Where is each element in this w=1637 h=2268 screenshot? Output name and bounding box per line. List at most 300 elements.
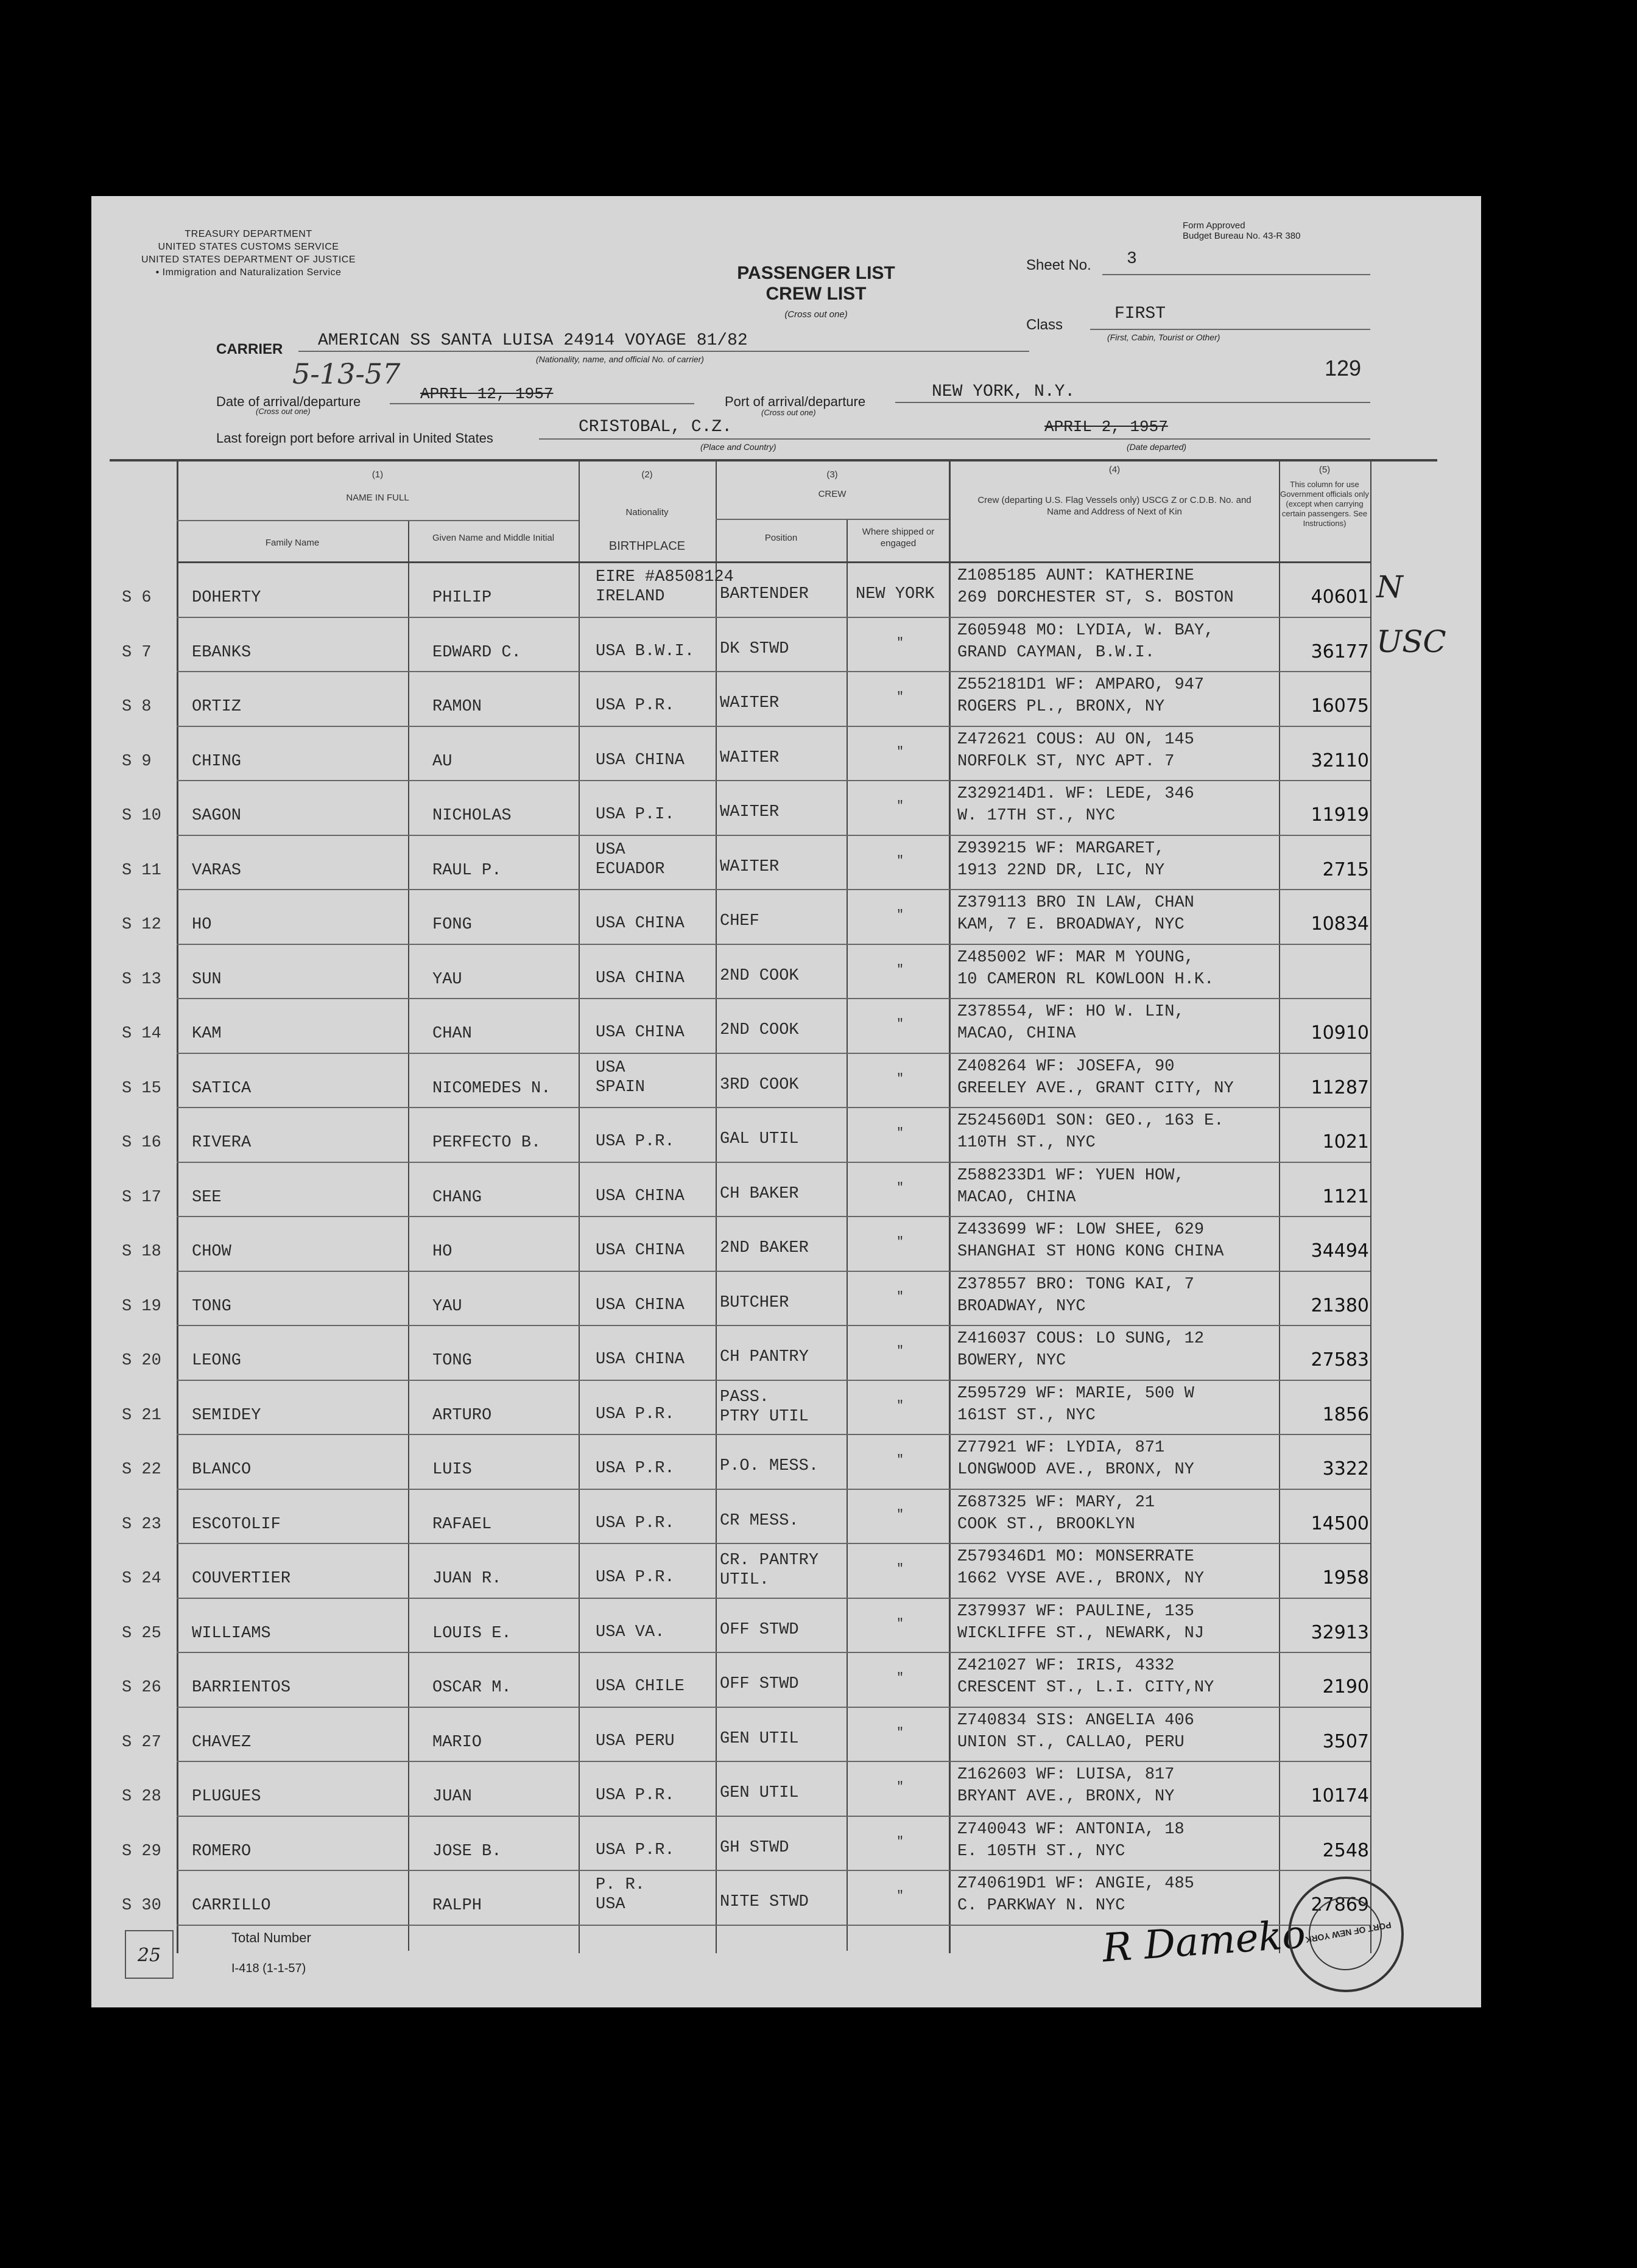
table-row: [91, 1708, 1481, 1763]
where-shipped: ": [896, 1780, 904, 1794]
crew-id-next-of-kin: Z939215 WF: MARGARET,: [957, 839, 1165, 858]
table-row: [91, 618, 1481, 673]
nationality: USA VA.: [596, 1623, 665, 1641]
agency-line-1: TREASURY DEPARTMENT: [185, 229, 312, 239]
given-name: RAFAEL: [432, 1515, 492, 1534]
kin-address: LONGWOOD AVE., BRONX, NY: [957, 1461, 1194, 1479]
nationality: USA P.R.: [596, 1568, 675, 1587]
kin-address: BROADWAY, NYC: [957, 1297, 1086, 1316]
family-name: WILLIAMS: [192, 1624, 271, 1643]
position: WAITER: [720, 694, 780, 712]
table-row: [91, 890, 1481, 945]
given-name: FONG: [432, 916, 472, 934]
table-row: [91, 1217, 1481, 1272]
position: 3RD COOK: [720, 1075, 799, 1094]
position: BUTCHER: [720, 1293, 789, 1312]
kin-address: C. PARKWAY N. NYC: [957, 1897, 1125, 1915]
where-shipped: ": [896, 1344, 904, 1358]
given-name: LUIS: [432, 1461, 472, 1479]
kin-address: 110TH ST., NYC: [957, 1134, 1096, 1152]
given-name: CHAN: [432, 1025, 472, 1043]
total-number-label: Total Number: [231, 1930, 311, 1945]
sheet-no-label: Sheet No.: [1026, 257, 1091, 273]
title-passenger-list: PASSENGER LIST: [737, 263, 895, 283]
table-row: [91, 1653, 1481, 1708]
form-approved-label: Form Approved: [1183, 220, 1245, 231]
family-name: CHAVEZ: [192, 1733, 252, 1752]
position: CH BAKER: [720, 1184, 799, 1203]
gov-number: 11287: [1311, 1076, 1369, 1098]
nationality: USA P.R.: [596, 1841, 675, 1859]
line-number: S 19: [122, 1297, 161, 1316]
where-shipped: ": [896, 799, 904, 813]
col2-number: (2): [641, 469, 653, 480]
carrier-value: AMERICAN SS SANTA LUISA 24914 VOYAGE 81/82: [318, 331, 748, 350]
gov-number: 11919: [1311, 804, 1369, 826]
nationality: USA P.R.: [596, 697, 675, 715]
nationality: USA P.R.: [596, 1405, 675, 1424]
family-name: VARAS: [192, 861, 242, 880]
class-value: FIRST: [1114, 304, 1166, 323]
position: CH PANTRY: [720, 1348, 809, 1366]
where-shipped: ": [896, 1617, 904, 1631]
nationality: P. R.: [596, 1876, 646, 1894]
crew-list-form: [91, 196, 1481, 2007]
officer-signature: R Dameko: [1100, 1912, 1308, 1971]
family-name: PLUGUES: [192, 1788, 261, 1806]
kin-address: NORFOLK ST, NYC APT. 7: [957, 752, 1175, 771]
nationality: USA CHINA: [596, 1023, 685, 1042]
nationality: USA B.W.I.: [596, 642, 695, 661]
agency-line-3: UNITED STATES DEPARTMENT OF JUSTICE: [141, 255, 356, 265]
line-number: S 7: [122, 643, 152, 662]
position: GH STWD: [720, 1838, 789, 1857]
family-name: ESCOTOLIF: [192, 1515, 281, 1534]
col1-number: (1): [371, 469, 384, 480]
where-shipped: ": [896, 1726, 904, 1740]
gov-number: 10174: [1311, 1785, 1369, 1806]
position-line-2: UTIL.: [720, 1571, 770, 1589]
port-stamp: [1288, 1877, 1404, 1992]
gov-number: 27583: [1311, 1349, 1369, 1371]
crew-id-next-of-kin: Z524560D1 SON: GEO., 163 E.: [957, 1112, 1224, 1130]
last-port-note: (Place and Country): [700, 442, 776, 452]
where-shipped: ": [896, 1290, 904, 1304]
family-name: ORTIZ: [192, 698, 242, 716]
crew-id-next-of-kin: Z552181D1 WF: AMPARO, 947: [957, 676, 1205, 694]
table-row: [91, 1817, 1481, 1872]
table-row: [91, 1490, 1481, 1545]
where-shipped: ": [896, 745, 904, 759]
date-note: (Cross out one): [256, 407, 311, 416]
crew-id-next-of-kin: Z579346D1 MO: MONSERRATE: [957, 1548, 1194, 1566]
family-name: BARRIENTOS: [192, 1679, 291, 1697]
where-shipped: ": [896, 1399, 904, 1413]
margin-mark: USC: [1376, 623, 1446, 659]
position: 2ND COOK: [720, 966, 799, 985]
col3a-title: Position: [764, 533, 798, 543]
col2-title: Nationality: [625, 507, 669, 518]
where-shipped: ": [896, 1508, 904, 1522]
port-value: NEW YORK, N.Y.: [932, 382, 1075, 401]
position: NITE STWD: [720, 1893, 809, 1911]
table-row: [91, 1599, 1481, 1654]
col4-number: (4): [1108, 465, 1121, 475]
family-name: ROMERO: [192, 1842, 252, 1861]
nationality: USA P.R.: [596, 1132, 675, 1151]
family-name: CARRILLO: [192, 1897, 271, 1915]
date-label: Date of arrival/departure: [216, 394, 361, 409]
where-shipped: ": [896, 854, 904, 868]
kin-address: MACAO, CHINA: [957, 1025, 1076, 1043]
given-name: OSCAR M.: [432, 1679, 512, 1697]
family-name: EBANKS: [192, 643, 252, 662]
agency-header: [121, 228, 376, 279]
given-name: YAU: [432, 1297, 462, 1316]
title-cross-out: (Cross out one): [784, 309, 848, 320]
gov-number: 32913: [1311, 1621, 1369, 1643]
gov-number: 2715: [1322, 858, 1369, 880]
line-number: S 20: [122, 1352, 161, 1370]
col3b-title: Where shipped or engaged: [862, 527, 935, 549]
table-row: [91, 672, 1481, 727]
family-name: CHING: [192, 752, 242, 771]
position: PASS.: [720, 1388, 770, 1406]
class-label: Class: [1026, 317, 1063, 333]
family-name: LEONG: [192, 1352, 242, 1370]
last-port-label: Last foreign port before arrival in United States: [216, 430, 493, 446]
crew-id-next-of-kin: Z329214D1. WF: LEDE, 346: [957, 785, 1194, 803]
given-name: JUAN R.: [432, 1570, 502, 1588]
family-name: SUN: [192, 970, 222, 989]
nationality: USA CHILE: [596, 1677, 685, 1696]
given-name: YAU: [432, 970, 462, 989]
gov-number: 1021: [1322, 1131, 1369, 1153]
kin-address: W. 17TH ST., NYC: [957, 807, 1116, 825]
crew-id-next-of-kin: Z421027 WF: IRIS, 4332: [957, 1657, 1175, 1675]
where-shipped: ": [896, 1562, 904, 1576]
family-name: RIVERA: [192, 1134, 252, 1152]
crew-id-next-of-kin: Z740834 SIS: ANGELIA 406: [957, 1711, 1194, 1730]
table-row: [91, 1272, 1481, 1327]
nationality: USA CHINA: [596, 1350, 685, 1369]
col1a-title: Family Name: [265, 538, 320, 548]
birthplace: USA: [596, 1895, 625, 1914]
gov-number: 14500: [1311, 1512, 1369, 1534]
where-shipped: ": [896, 908, 904, 922]
given-name: AU: [432, 752, 452, 771]
port-stamp-text: PORT OF NEW YORK: [1304, 1920, 1392, 1945]
line-number: S 27: [122, 1733, 161, 1752]
kin-address: 269 DORCHESTER ST, S. BOSTON: [957, 589, 1234, 607]
nationality: USA CHINA: [596, 1187, 685, 1206]
given-name: ARTURO: [432, 1406, 492, 1425]
gov-number: 3322: [1322, 1458, 1369, 1480]
date-departed-value: APRIL 2, 1957: [1044, 418, 1168, 436]
gov-number: 32110: [1311, 750, 1369, 771]
kin-address: BOWERY, NYC: [957, 1352, 1066, 1370]
position: WAITER: [720, 803, 780, 821]
kin-address: 10 CAMERON RL KOWLOON H.K.: [957, 970, 1214, 989]
line-number: S 26: [122, 1679, 161, 1697]
family-name: BLANCO: [192, 1461, 252, 1479]
where-shipped: ": [896, 1671, 904, 1685]
where-shipped: ": [896, 1834, 904, 1849]
form-title: [664, 263, 968, 325]
given-name: NICOMEDES N.: [432, 1079, 551, 1098]
birthplace: SPAIN: [596, 1078, 646, 1097]
given-name: TONG: [432, 1352, 472, 1370]
col5-number: (5): [1318, 465, 1331, 475]
nationality: USA: [596, 840, 625, 859]
date-value: APRIL 12, 1957: [420, 385, 554, 403]
position: CR MESS.: [720, 1511, 799, 1530]
where-shipped: ": [896, 1181, 904, 1195]
given-name: RAMON: [432, 698, 482, 716]
crew-id-next-of-kin: Z485002 WF: MAR M YOUNG,: [957, 948, 1194, 967]
gov-number: 16075: [1311, 695, 1369, 717]
gov-number: 3507: [1322, 1730, 1369, 1752]
where-shipped: ": [896, 1017, 904, 1031]
date-departed-note: (Date departed): [1127, 442, 1187, 452]
crew-id-next-of-kin: Z740043 WF: ANTONIA, 18: [957, 1820, 1185, 1839]
given-name: HO: [432, 1243, 452, 1261]
where-shipped: ": [896, 636, 904, 650]
kin-address: 161ST ST., NYC: [957, 1406, 1096, 1425]
family-name: TONG: [192, 1297, 231, 1316]
line-number: S 8: [122, 698, 152, 716]
kin-address: BRYANT AVE., BRONX, NY: [957, 1788, 1175, 1806]
family-name: COUVERTIER: [192, 1570, 291, 1588]
line-number: S 18: [122, 1243, 161, 1261]
page-number: 129: [1325, 356, 1362, 381]
table-row: [91, 1054, 1481, 1109]
agency-line-4: • Immigration and Naturalization Service: [155, 267, 342, 278]
line-number: S 10: [122, 807, 161, 825]
given-name: MARIO: [432, 1733, 482, 1752]
col1b-title: Given Name and Middle Initial: [432, 533, 555, 543]
line-number: S 14: [122, 1025, 161, 1043]
kin-address: SHANGHAI ST HONG KONG CHINA: [957, 1243, 1224, 1261]
agency-line-2: UNITED STATES CUSTOMS SERVICE: [158, 242, 339, 252]
crew-id-next-of-kin: Z433699 WF: LOW SHEE, 629: [957, 1221, 1205, 1239]
table-row: [91, 1381, 1481, 1436]
birthplace: ECUADOR: [596, 860, 665, 879]
nationality: USA P.R.: [596, 1786, 675, 1805]
table-row: [91, 945, 1481, 1000]
given-name: RAUL P.: [432, 861, 502, 880]
col4-title: Crew (departing U.S. Flag Vessels only) USCG Z or C.D.B. No. and Name and Address of Next of Kin: [977, 495, 1252, 517]
position: CR. PANTRY: [720, 1551, 819, 1570]
line-number: S 15: [122, 1079, 161, 1098]
family-name: SAGON: [192, 807, 242, 825]
nationality: USA PERU: [596, 1732, 675, 1750]
position: 2ND COOK: [720, 1021, 799, 1039]
position: GAL UTIL: [720, 1130, 799, 1148]
family-name: SEE: [192, 1188, 222, 1207]
form-approved: [1183, 220, 1300, 241]
position-line-2: PTRY UTIL: [720, 1407, 809, 1426]
where-shipped: NEW YORK: [856, 585, 935, 603]
nationality: USA P.R.: [596, 1459, 675, 1478]
crew-id-next-of-kin: Z379937 WF: PAULINE, 135: [957, 1602, 1194, 1621]
line-number: S 28: [122, 1788, 161, 1806]
sheet-no-value: 3: [1127, 250, 1137, 269]
where-shipped: ": [896, 1889, 904, 1903]
table-row: [91, 1108, 1481, 1163]
given-name: PERFECTO B.: [432, 1134, 541, 1152]
where-shipped: ": [896, 1235, 904, 1249]
last-port-value: CRISTOBAL, C.Z.: [579, 418, 733, 437]
gov-number: 40601: [1311, 586, 1369, 608]
table-row: [91, 563, 1481, 618]
line-number: S 16: [122, 1134, 161, 1152]
nationality: USA CHINA: [596, 915, 685, 933]
crew-id-next-of-kin: Z588233D1 WF: YUEN HOW,: [957, 1166, 1185, 1185]
table-row: [91, 836, 1481, 891]
line-number: S 11: [122, 861, 161, 880]
gov-number: 10910: [1311, 1022, 1369, 1044]
family-name: SATICA: [192, 1079, 252, 1098]
kin-address: COOK ST., BROOKLYN: [957, 1515, 1135, 1534]
gov-number: 1856: [1322, 1403, 1369, 1425]
given-name: LOUIS E.: [432, 1624, 512, 1643]
table-row: [91, 781, 1481, 836]
nationality: USA P.R.: [596, 1514, 675, 1532]
nationality: USA CHINA: [596, 1296, 685, 1315]
budget-bureau-no: Budget Bureau No. 43-R 380: [1183, 231, 1301, 241]
form-number: I-418 (1-1-57): [231, 1962, 306, 1975]
date-handwritten: 5-13-57: [292, 357, 401, 390]
kin-address: GREELEY AVE., GRANT CITY, NY: [957, 1079, 1234, 1098]
position: P.O. MESS.: [720, 1457, 819, 1475]
col3-number: (3): [826, 469, 838, 480]
gov-number: 10834: [1311, 913, 1369, 935]
position: OFF STWD: [720, 1620, 799, 1639]
given-name: CHANG: [432, 1188, 482, 1207]
given-name: PHILIP: [432, 589, 492, 607]
class-note: (First, Cabin, Tourist or Other): [1107, 332, 1220, 342]
line-number: S 12: [122, 916, 161, 934]
col2-sub: BIRTHPLACE: [608, 539, 686, 553]
line-number: S 13: [122, 970, 161, 989]
family-name: HO: [192, 916, 212, 934]
position: 2ND BAKER: [720, 1239, 809, 1257]
col1-title: NAME IN FULL: [346, 493, 409, 503]
position: GEN UTIL: [720, 1784, 799, 1802]
gov-number: 21380: [1311, 1294, 1369, 1316]
crew-id-next-of-kin: Z378557 BRO: TONG KAI, 7: [957, 1275, 1194, 1294]
nationality: USA CHINA: [596, 1241, 685, 1260]
table-row: [91, 727, 1481, 782]
position: WAITER: [720, 748, 780, 767]
given-name: EDWARD C.: [432, 643, 521, 662]
gov-number: 2190: [1322, 1676, 1369, 1697]
table-row: [91, 1435, 1481, 1490]
table-row: [91, 1762, 1481, 1817]
carrier-label: CARRIER: [216, 341, 283, 357]
line-number: S 9: [122, 752, 152, 771]
total-number-box: [125, 1930, 174, 1979]
kin-address: GRAND CAYMAN, B.W.I.: [957, 643, 1155, 662]
kin-address: WICKLIFFE ST., NEWARK, NJ: [957, 1624, 1205, 1643]
kin-address: CRESCENT ST., L.I. CITY,NY: [957, 1679, 1214, 1697]
line-number: S 17: [122, 1188, 161, 1207]
where-shipped: ": [896, 963, 904, 977]
port-note: (Cross out one): [761, 408, 816, 417]
given-name: JUAN: [432, 1788, 472, 1806]
position: GEN UTIL: [720, 1729, 799, 1748]
carrier-note: (Nationality, name, and official No. of carrier): [536, 354, 704, 364]
nationality: USA: [596, 1058, 625, 1077]
crew-id-next-of-kin: Z162603 WF: LUISA, 817: [957, 1766, 1175, 1784]
kin-address: E. 105TH ST., NYC: [957, 1842, 1125, 1861]
birthplace: IRELAND: [596, 588, 665, 606]
col5-title: This column for use Government officials only (except when carrying certain passengers. See Instructions): [1280, 480, 1369, 528]
kin-address: ROGERS PL., BRONX, NY: [957, 698, 1165, 716]
crew-id-next-of-kin: Z408264 WF: JOSEFA, 90: [957, 1057, 1175, 1076]
line-number: S 24: [122, 1570, 161, 1588]
title-crew-list: CREW LIST: [766, 284, 867, 304]
line-number: S 6: [122, 589, 152, 607]
crew-id-next-of-kin: Z77921 WF: LYDIA, 871: [957, 1439, 1165, 1457]
table-row: [91, 1163, 1481, 1218]
family-name: CHOW: [192, 1243, 231, 1261]
family-name: DOHERTY: [192, 589, 261, 607]
position: CHEF: [720, 912, 759, 930]
line-number: S 30: [122, 1897, 161, 1915]
line-number: S 22: [122, 1461, 161, 1479]
crew-id-next-of-kin: Z687325 WF: MARY, 21: [957, 1493, 1155, 1512]
crew-id-next-of-kin: Z378554, WF: HO W. LIN,: [957, 1003, 1185, 1021]
kin-address: MACAO, CHINA: [957, 1188, 1076, 1207]
kin-address: 1913 22ND DR, LIC, NY: [957, 861, 1165, 880]
where-shipped: ": [896, 1453, 904, 1467]
crew-id-next-of-kin: Z416037 COUS: LO SUNG, 12: [957, 1330, 1205, 1348]
port-label: Port of arrival/departure: [725, 394, 866, 409]
table-row: [91, 1326, 1481, 1381]
position: DK STWD: [720, 639, 789, 658]
line-number: S 25: [122, 1624, 161, 1643]
crew-id-next-of-kin: Z1085185 AUNT: KATHERINE: [957, 567, 1194, 585]
given-name: JOSE B.: [432, 1842, 502, 1861]
position: WAITER: [720, 857, 780, 876]
col3-title: CREW: [818, 489, 847, 499]
line-number: S 21: [122, 1406, 161, 1425]
nationality: EIRE #A8508124: [596, 568, 734, 586]
line-number: S 29: [122, 1842, 161, 1861]
crew-id-next-of-kin: Z379113 BRO IN LAW, CHAN: [957, 894, 1194, 912]
kin-address: 1662 VYSE AVE., BRONX, NY: [957, 1570, 1205, 1588]
gov-number: 27869: [1311, 1894, 1369, 1915]
crew-id-next-of-kin: Z740619D1 WF: ANGIE, 485: [957, 1875, 1194, 1893]
margin-mark: N: [1376, 569, 1403, 605]
gov-number: 1121: [1322, 1185, 1369, 1207]
crew-id-next-of-kin: Z595729 WF: MARIE, 500 W: [957, 1384, 1194, 1403]
nationality: USA CHINA: [596, 969, 685, 988]
where-shipped: ": [896, 690, 904, 704]
family-name: SEMIDEY: [192, 1406, 261, 1425]
crew-id-next-of-kin: Z472621 COUS: AU ON, 145: [957, 730, 1194, 749]
given-name: NICHOLAS: [432, 807, 512, 825]
gov-number: 1958: [1322, 1567, 1369, 1589]
position: OFF STWD: [720, 1675, 799, 1693]
where-shipped: ": [896, 1126, 904, 1140]
total-number-value: 25: [137, 1945, 161, 1966]
gov-number: 34494: [1311, 1240, 1369, 1262]
kin-address: UNION ST., CALLAO, PERU: [957, 1733, 1185, 1752]
table-row: [91, 999, 1481, 1054]
